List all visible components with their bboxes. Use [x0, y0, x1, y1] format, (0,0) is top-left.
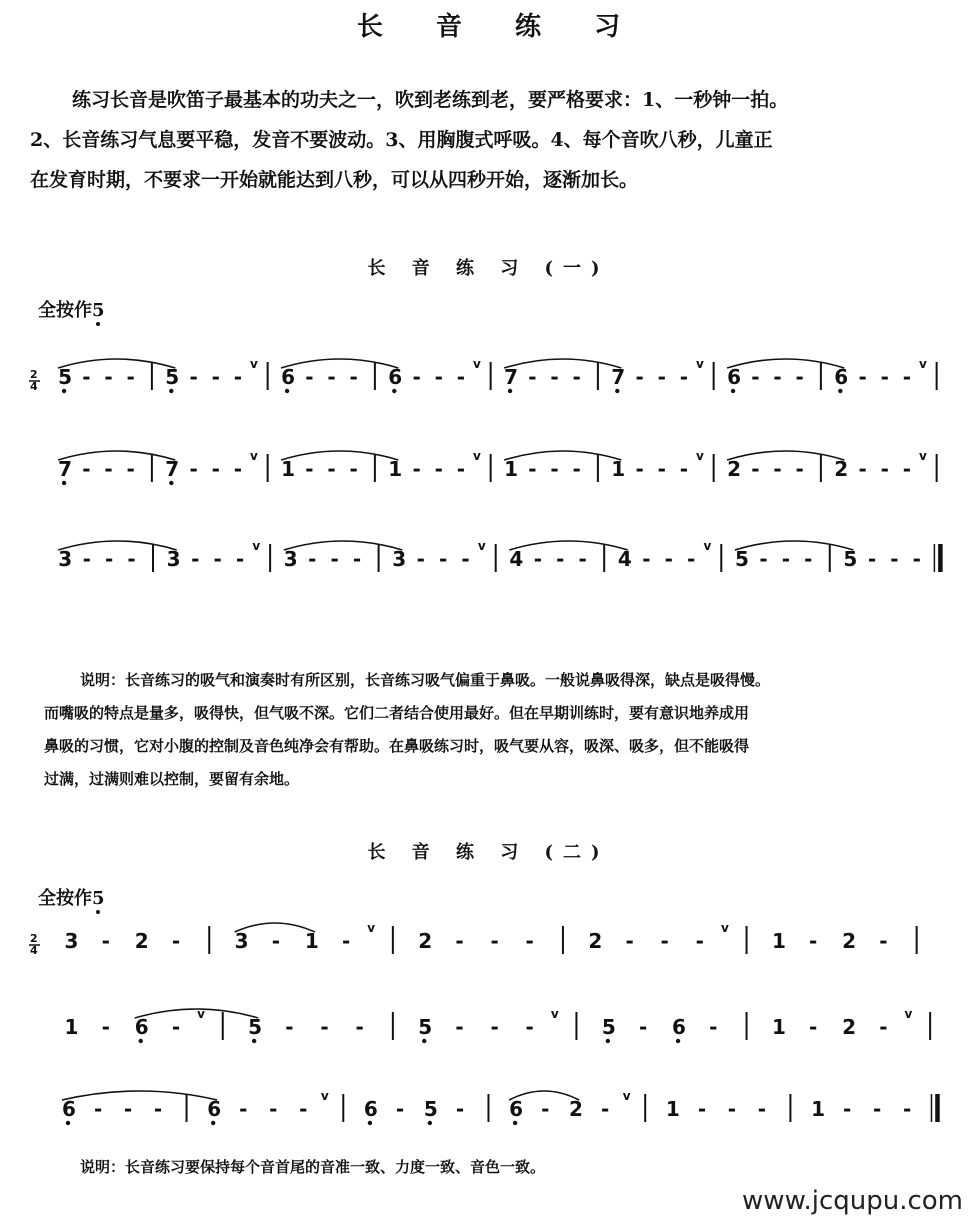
- dash: -: [285, 1015, 294, 1039]
- dash: -: [902, 365, 912, 389]
- octave-dot-below: [368, 1121, 372, 1125]
- note: 7: [504, 365, 518, 389]
- dash: -: [126, 457, 135, 481]
- dash: -: [490, 1015, 499, 1039]
- tie-arc: [58, 359, 175, 368]
- octave-dot-below: [169, 481, 173, 485]
- dash: -: [695, 929, 704, 953]
- dash: -: [795, 365, 804, 389]
- dash: -: [858, 365, 867, 389]
- dash: -: [126, 365, 135, 389]
- breath-mark: v: [919, 357, 927, 371]
- dash: -: [82, 457, 91, 481]
- dash: -: [299, 1097, 308, 1121]
- dash: -: [902, 457, 912, 481]
- tie-arc: [58, 541, 176, 550]
- octave-dot-below: [422, 1039, 426, 1043]
- breath-mark: v: [904, 1007, 913, 1021]
- octave-dot-below: [285, 389, 289, 393]
- dash: -: [804, 547, 813, 571]
- note: 1: [611, 457, 626, 481]
- dash: -: [341, 929, 351, 953]
- dash: -: [879, 929, 888, 953]
- dash: -: [455, 1097, 465, 1121]
- note-line: 说明：长音练习的吸气和演奏时有所区别，长音练习吸气偏重于鼻吸。一般说鼻吸得深，缺点是吸得慢。: [80, 671, 771, 689]
- breath-mark: v: [250, 357, 258, 371]
- octave-dot-below: [508, 389, 512, 393]
- dash: -: [664, 547, 673, 571]
- dash: -: [873, 1097, 882, 1121]
- dash: -: [330, 547, 339, 571]
- key-signature-bottom: 4: [30, 944, 38, 957]
- dash: -: [635, 457, 644, 481]
- exercise2-title: 长 音 练 习 (二): [367, 842, 610, 863]
- note: 6: [727, 365, 741, 389]
- octave-dot-below: [211, 1121, 215, 1125]
- dash: -: [541, 1097, 550, 1121]
- dash: -: [271, 929, 281, 953]
- dash: -: [123, 1097, 133, 1121]
- fingering-label: 全按作: [38, 300, 92, 321]
- dash: -: [101, 1015, 110, 1039]
- exercise1-note: [44, 664, 960, 796]
- octave-dot-below: [169, 389, 173, 393]
- dash: -: [327, 365, 336, 389]
- dash: -: [211, 365, 220, 389]
- octave-dot-below: [252, 1039, 256, 1043]
- dash: -: [189, 457, 198, 481]
- dash: -: [104, 457, 113, 481]
- breath-mark: v: [197, 1007, 205, 1021]
- note: 2: [588, 929, 603, 953]
- note-line: 鼻吸的习惯，它对小腹的控制及音色纯净会有帮助。在鼻吸练习时，吸气要从容，吸深、吸多，但不能吸得: [44, 737, 750, 755]
- dash: -: [349, 365, 358, 389]
- breath-mark: v: [477, 539, 486, 553]
- dash: -: [858, 457, 867, 481]
- breath-mark: v: [320, 1089, 329, 1103]
- breath-mark: v: [696, 449, 704, 463]
- note: 3: [234, 929, 249, 953]
- note: 5: [248, 1015, 263, 1039]
- note: 6: [834, 365, 849, 389]
- dash: -: [461, 547, 470, 571]
- tie-arc: [735, 541, 853, 550]
- dash: -: [890, 547, 899, 571]
- dash: -: [101, 929, 110, 953]
- note: 3: [64, 929, 79, 953]
- note: 3: [283, 547, 298, 571]
- octave-dot-below: [513, 1121, 517, 1125]
- dash: -: [902, 1097, 912, 1121]
- dash: -: [550, 365, 559, 389]
- octave-dot-below: [676, 1039, 680, 1043]
- dash: -: [412, 365, 421, 389]
- note: 1: [811, 1097, 825, 1121]
- intro-line: 练习长音是吹笛子最基本的功夫之一，吹到老练到老，要严格要求：1、一秒钟一拍。: [72, 89, 789, 111]
- dash: -: [625, 929, 634, 953]
- tie-arc: [284, 541, 402, 550]
- dash: -: [697, 1097, 707, 1121]
- dash: -: [635, 365, 644, 389]
- exercise2-row-2: [40, 996, 946, 1056]
- exercise1-title: 长 音 练 习 (一): [367, 258, 610, 279]
- dash: -: [528, 457, 537, 481]
- fingering-label: 全按作: [38, 888, 92, 909]
- note: 1: [281, 457, 295, 481]
- breath-mark: v: [250, 449, 258, 463]
- dash: -: [912, 547, 921, 571]
- note: 2: [569, 1097, 583, 1121]
- fingering-note: 5: [92, 888, 105, 909]
- breath-mark: v: [703, 539, 712, 553]
- dash: -: [809, 1015, 818, 1039]
- tie-arc: [62, 1091, 217, 1100]
- dash: -: [82, 365, 91, 389]
- dash: -: [305, 365, 314, 389]
- intro-line: 在发育时期，不要求一开始就能达到八秒，可以从四秒开始，逐渐加长。: [30, 169, 639, 191]
- dash: -: [305, 457, 314, 481]
- note: 2: [842, 1015, 857, 1039]
- page-title: 长 音 练 习: [356, 12, 643, 42]
- dash: -: [395, 1097, 405, 1121]
- dash: -: [269, 1097, 278, 1121]
- dash: -: [93, 1097, 103, 1121]
- note: 6: [207, 1097, 222, 1121]
- dash: -: [533, 547, 543, 571]
- note: 6: [672, 1015, 686, 1039]
- note: 2: [842, 929, 857, 953]
- dash: -: [327, 457, 336, 481]
- note: 4: [617, 547, 632, 571]
- breath-mark: v: [696, 357, 704, 371]
- dash: -: [171, 1015, 181, 1039]
- note: 6: [509, 1097, 524, 1121]
- note: 1: [304, 929, 319, 953]
- octave-dot-below: [392, 389, 396, 393]
- dash: -: [127, 547, 136, 571]
- note: 5: [423, 1097, 438, 1121]
- dash: -: [320, 1015, 329, 1039]
- dash: -: [709, 1015, 718, 1039]
- dash: -: [657, 365, 666, 389]
- exercise2-row-1: [30, 910, 946, 970]
- dash: -: [751, 457, 760, 481]
- breath-mark: v: [919, 449, 927, 463]
- note: 5: [165, 365, 180, 389]
- octave-dot-below: [731, 389, 735, 393]
- note-line: 过满，过满则难以控制，要留有余地。: [44, 770, 300, 788]
- dash: -: [213, 547, 222, 571]
- dash: -: [867, 547, 877, 571]
- breath-mark: v: [252, 539, 261, 553]
- dash: -: [601, 1097, 610, 1121]
- octave-dot-below: [139, 1039, 143, 1043]
- tie-arc: [504, 451, 621, 460]
- dash: -: [773, 365, 782, 389]
- note: 1: [64, 1015, 79, 1039]
- breath-mark: v: [473, 357, 481, 371]
- note: 1: [771, 1015, 786, 1039]
- tie-arc: [281, 451, 398, 460]
- breath-mark: v: [622, 1089, 631, 1103]
- dash: -: [525, 929, 534, 953]
- note: 3: [58, 547, 73, 571]
- dash: -: [751, 365, 760, 389]
- note: 7: [58, 457, 72, 481]
- dash: -: [104, 365, 113, 389]
- note: 1: [388, 457, 403, 481]
- note: 1: [504, 457, 518, 481]
- note: 6: [134, 1015, 149, 1039]
- key-signature-bottom: 4: [30, 380, 38, 393]
- note: 3: [392, 547, 407, 571]
- octave-dot-below: [66, 1121, 70, 1125]
- tie-arc: [727, 451, 844, 460]
- note: 5: [601, 1015, 616, 1039]
- tie-arc: [281, 359, 398, 368]
- tie-arc: [58, 451, 175, 460]
- dash: -: [759, 547, 768, 571]
- dash: -: [660, 929, 669, 953]
- dash: -: [795, 457, 804, 481]
- note: 2: [418, 929, 433, 953]
- dash: -: [638, 1015, 648, 1039]
- dash: -: [239, 1097, 248, 1121]
- dash: -: [171, 929, 181, 953]
- dash: -: [809, 929, 818, 953]
- note: 5: [418, 1015, 433, 1039]
- dash: -: [525, 1015, 534, 1039]
- exercise1-row-3: [40, 528, 946, 588]
- dash: -: [153, 1097, 163, 1121]
- dash: -: [456, 365, 466, 389]
- dash: -: [455, 929, 464, 953]
- exercise1-fingering: [38, 296, 105, 322]
- note: 2: [834, 457, 849, 481]
- note: 5: [58, 365, 72, 389]
- dash: -: [416, 547, 425, 571]
- exercise1-row-2: [40, 438, 946, 498]
- dash: -: [528, 365, 537, 389]
- note: 2: [727, 457, 741, 481]
- dash: -: [773, 457, 782, 481]
- dash: -: [308, 547, 317, 571]
- dash: -: [880, 457, 889, 481]
- exercise2-fingering: [38, 884, 105, 910]
- octave-dot-below: [838, 389, 842, 393]
- dash: -: [82, 547, 91, 571]
- dash: -: [352, 547, 362, 571]
- dash: -: [456, 457, 466, 481]
- octave-dot-below: [606, 1039, 610, 1043]
- breath-mark: v: [473, 449, 481, 463]
- note: 4: [509, 547, 524, 571]
- dash: -: [349, 457, 358, 481]
- intro-paragraph: [30, 80, 950, 200]
- note: 1: [771, 929, 786, 953]
- dash: -: [455, 1015, 464, 1039]
- note: 5: [734, 547, 749, 571]
- dash: -: [727, 1097, 737, 1121]
- note: 2: [134, 929, 149, 953]
- breath-mark: v: [550, 1007, 559, 1021]
- tie-arc: [509, 541, 627, 550]
- dash: -: [191, 547, 200, 571]
- dash: -: [104, 547, 114, 571]
- octave-dot-below: [615, 389, 619, 393]
- note: 3: [166, 547, 181, 571]
- note: 6: [281, 365, 295, 389]
- dash: -: [355, 1015, 364, 1039]
- octave-dot-below: [62, 481, 66, 485]
- note: 6: [363, 1097, 378, 1121]
- dash: -: [879, 1015, 888, 1039]
- note: 5: [843, 547, 858, 571]
- breath-mark: v: [367, 921, 376, 935]
- note: 1: [665, 1097, 680, 1121]
- dash: -: [687, 547, 696, 571]
- dash: -: [439, 547, 448, 571]
- dash: -: [189, 365, 198, 389]
- dash: -: [679, 457, 689, 481]
- dash: -: [233, 365, 243, 389]
- dash: -: [679, 365, 689, 389]
- exercise2-note: 说明：长音练习要保持每个音首尾的音准一致、力度一致、音色一致。: [80, 1158, 546, 1176]
- intro-line: 2、长音练习气息要平稳，发音不要波动。3、用胸腹式呼吸。4、每个音吹八秒，儿童正: [30, 129, 773, 151]
- dash: -: [233, 457, 243, 481]
- fingering-note: 5: [92, 300, 105, 321]
- dash: -: [572, 457, 581, 481]
- dash: -: [490, 929, 499, 953]
- key-signature-top: 2: [30, 368, 38, 381]
- dash: -: [434, 365, 443, 389]
- note: 7: [165, 457, 180, 481]
- dash: -: [781, 547, 791, 571]
- tie-arc: [504, 359, 621, 368]
- dash: -: [556, 547, 565, 571]
- breath-mark: v: [720, 921, 729, 935]
- dash: -: [843, 1097, 852, 1121]
- octave-dot-below: [428, 1121, 432, 1125]
- note: 6: [388, 365, 403, 389]
- dash: -: [434, 457, 443, 481]
- note-line: 而嘴吸的特点是量多，吸得快，但气吸不深。它们二者结合使用最好。但在早期训练时，要有意识地养成用: [44, 704, 750, 722]
- tie-arc: [727, 359, 844, 368]
- dash: -: [211, 457, 220, 481]
- dash: -: [757, 1097, 767, 1121]
- exercise2-row-3: [40, 1078, 946, 1138]
- dash: -: [412, 457, 421, 481]
- dash: -: [880, 365, 889, 389]
- dash: -: [235, 547, 245, 571]
- watermark: www.jcqupu.com: [742, 1186, 963, 1216]
- exercise1-row-1: [30, 346, 946, 406]
- note: 7: [611, 365, 626, 389]
- dash: -: [572, 365, 581, 389]
- octave-dot-below: [62, 389, 66, 393]
- dash: -: [642, 547, 651, 571]
- key-signature-top: 2: [30, 932, 38, 945]
- dash: -: [578, 547, 587, 571]
- dash: -: [657, 457, 666, 481]
- dash: -: [550, 457, 559, 481]
- note: 6: [61, 1097, 76, 1121]
